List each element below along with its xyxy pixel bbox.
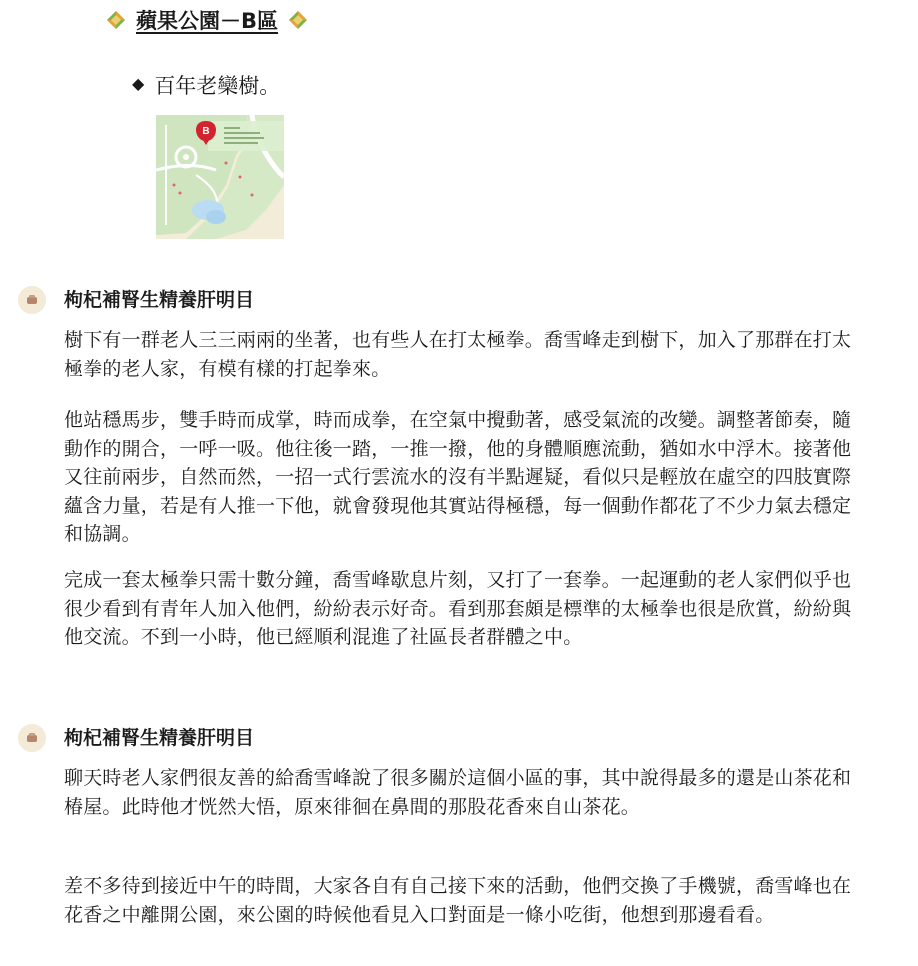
black-diamond-bullet-icon: ◆	[132, 74, 145, 93]
bullet-item	[132, 70, 280, 100]
message-paragraph: 他站穩馬步，雙手時而成掌，時而成拳，在空氣中攪動著，感受氣流的改變。調整著節奏，隨動作的開合，一呼一吸。他往後一踏，一推一撥，他的身體順應流動，猶如水中浮木。接著他又往前兩步，自然而然，一招一式行雲流水的沒有半點遲疑，看似只是輕放在虛空的四肢實際蘊含力量，若是有人推一下他，就會發現他其實站得極穩，每一個動作都花了不少力氣去穩定和協調。	[64, 409, 852, 545]
message-header	[0, 722, 918, 754]
diamond-icon	[288, 10, 308, 30]
section-heading	[106, 6, 308, 34]
message-paragraph: 樹下有一群老人三三兩兩的坐著，也有些人在打太極拳。喬雪峰走到樹下，加入了那群在打太極拳的老人家，有模有樣的打起拳來。	[64, 329, 852, 380]
bullet-text: 百年老欒樹。	[154, 74, 281, 98]
avatar-icon	[18, 724, 46, 752]
avatar[interactable]	[18, 724, 46, 752]
message-paragraph: 差不多待到接近中午的時間，大家各自有自己接下來的活動，他們交換了手機號，喬雪峰也在花香之中離開公園，來公園的時候他看見入口對面是一條小吃街，他想到那邊看看。	[64, 875, 852, 926]
message-header	[0, 284, 918, 316]
map-marker-label: B	[202, 126, 210, 137]
diamond-icon	[106, 10, 126, 30]
message-paragraph: 聊天時老人家們很友善的給喬雪峰說了很多關於這個小區的事，其中說得最多的還是山茶花和椿屋。此時他才恍然大悟，原來徘徊在鼻間的那股花香來自山茶花。	[64, 767, 852, 818]
avatar[interactable]	[18, 286, 46, 314]
section-title: 蘋果公園－B區	[136, 9, 279, 33]
speaker-name[interactable]: 枸杞補腎生精養肝明目	[64, 727, 255, 749]
map-thumbnail[interactable]	[156, 115, 284, 239]
speaker-name[interactable]: 枸杞補腎生精養肝明目	[64, 289, 255, 311]
avatar-icon	[18, 286, 46, 314]
message-paragraph: 完成一套太極拳只需十數分鐘，喬雪峰歇息片刻，又打了一套拳。一起運動的老人家們似乎也很少看到有青年人加入他們，紛紛表示好奇。看到那套頗是標準的太極拳也很是欣賞，紛紛與他交流。不到一小時，他已經順利混進了社區長者群體之中。	[64, 569, 852, 648]
